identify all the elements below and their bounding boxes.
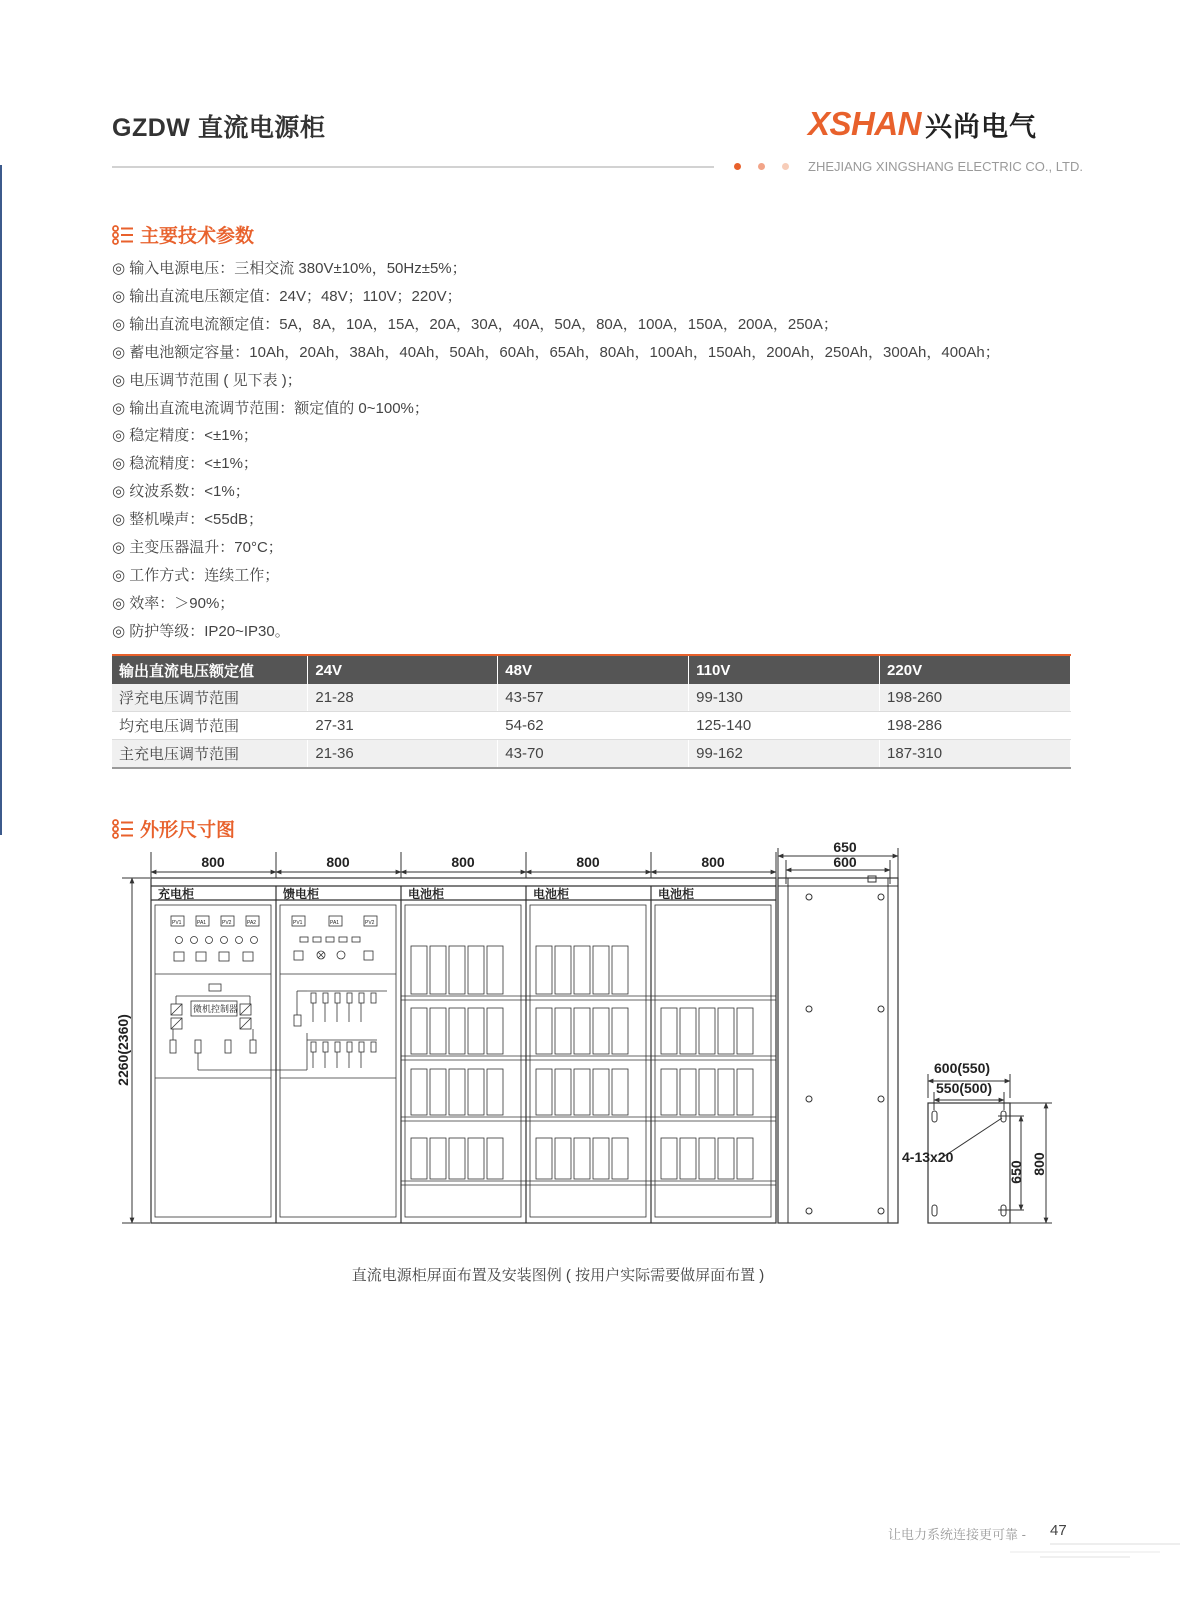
page-title: GZDW 直流电源柜 [112,114,326,142]
section-header-drawing [112,815,235,842]
meter-label: PV1 [293,920,303,926]
param-item: ◎ 输出直流电流调节范围：额定值的 0~100%； [112,399,429,417]
table-row [112,684,1071,712]
table-cell: 21-36 [308,740,498,768]
header-dot [782,163,789,170]
table-cell: 浮充电压调节范围 [112,684,308,712]
param-item: ◎ 效率：＞90%； [112,594,235,612]
side-view-labels [833,839,857,870]
battery-cabinet [401,905,526,1217]
section-header-params [112,221,254,248]
table-cell: 54-62 [498,712,689,740]
header-rule [112,166,714,168]
list-icon [112,225,134,245]
battery-cabinet [526,905,651,1217]
width-label: 800 [451,854,475,870]
drawing-caption: 直流电源柜屏面布置及安装图例 ( 按用户实际需要做屏面布置 ) [351,1267,765,1284]
width-label: 800 [576,854,600,870]
logo-brand: XSHAN [808,105,922,142]
width-label: 800 [326,854,350,870]
base-depth-outer-label: 800 [1031,1152,1047,1176]
table-header-cell: 24V [308,656,498,684]
cabinet-label: 电池柜 [533,887,570,901]
section-title: 外形尺寸图 [140,820,236,841]
depth-outer-label: 650 [833,839,857,855]
height-label: 2260(2360) [115,1014,131,1086]
base-inner-label: 550(500) [936,1080,993,1096]
cabinet-row [151,878,776,1223]
param-item: ◎ 输出直流电压额定值：24V；48V；110V；220V； [112,287,462,305]
table-cell: 主充电压调节范围 [112,740,308,768]
table-cell: 43-57 [498,684,689,712]
meter-label: PA2 [247,920,257,926]
header-dot [758,163,765,170]
table-cell: 99-162 [689,740,880,768]
cabinet-label: 电池柜 [658,887,695,901]
param-item: ◎ 输出直流电流额定值：5A，8A，10A，15A，20A，30A，40A，50A，80A，100A，150A，200A，250A； [112,315,838,333]
width-label: 800 [701,854,725,870]
table-header-cell: 110V [689,656,880,684]
charger-meter-labels [172,920,256,926]
meter-label: PV2 [365,920,375,926]
cabinet-labels [158,886,694,901]
cabinet-drawing [112,839,1072,1258]
footer-decoration [1010,1540,1180,1560]
base-outer-label: 600(550) [934,1060,991,1076]
footer-slogan: 让电力系统连接更可靠 - [888,1527,1026,1542]
meter-label: PV1 [172,920,182,926]
table-cell: 198-260 [880,684,1071,712]
table-bottom-rule [112,767,1071,769]
param-item: ◎ 稳定精度：<±1%； [112,427,258,445]
table-cell: 27-31 [308,712,498,740]
param-item: ◎ 整机噪声：<55dB； [112,511,264,529]
param-list [112,255,1000,646]
table-row [112,740,1071,768]
table-row [112,712,1071,740]
feeder-cabinet [280,905,396,1217]
param-item: ◎ 纹波系数：<1%； [112,483,250,501]
table-cell: 均充电压调节范围 [112,712,308,740]
cabinet-label: 充电柜 [158,887,195,901]
depth-inner-label: 600 [833,854,857,870]
width-label: 800 [201,854,225,870]
base-plan-labels [902,1060,1047,1184]
param-item: ◎ 工作方式：连续工作； [112,566,280,584]
page-edge-strip [0,165,2,835]
voltage-table [112,656,1071,768]
cabinet-label: 电池柜 [408,887,445,901]
list-icon [112,819,134,839]
logo-cn: 兴尚电气 [925,111,1038,142]
page-number: 47 [1050,1522,1067,1539]
company-name: ZHEJIANG XINGSHANG ELECTRIC CO., LTD. [808,159,1083,174]
table-cell: 187-310 [880,740,1071,768]
width-labels [201,854,725,870]
battery-cabinet [651,905,776,1217]
table-header-row [112,656,1071,684]
table-cell: 99-130 [689,684,880,712]
meter-label: PA1 [197,920,207,926]
param-item: ◎ 输入电源电压：三相交流 380V±10%，50Hz±5%； [112,260,467,277]
table-header-cell: 48V [498,656,689,684]
table-cell: 43-70 [498,740,689,768]
controller-label: 微机控制器 [193,1004,239,1014]
param-item: ◎ 电压调节范围 ( 见下表 )； [112,371,302,389]
base-depth-inner-label: 650 [1008,1160,1024,1184]
table-cell: 125-140 [689,712,880,740]
param-item: ◎ 蓄电池额定容量：10Ah，20Ah，38Ah，40Ah，50Ah，60Ah，65Ah，80Ah，100Ah，150Ah，200Ah，250Ah，300Ah，400Ah； [112,343,1000,361]
cabinet-label: 馈电柜 [283,887,320,901]
table-cell: 198-286 [880,712,1071,740]
base-holes-label: 4-13x20 [902,1149,954,1165]
param-item: ◎ 防护等级：IP20~IP30。 [112,622,290,640]
section-title: 主要技术参数 [140,226,255,247]
header-dot [734,163,741,170]
param-item: ◎ 稳流精度：<±1%； [112,455,258,473]
side-view [778,848,898,1223]
param-item: ◎ 主变压器温升：70°C； [112,539,283,557]
meter-label: PV2 [222,920,232,926]
company-logo [808,104,1037,144]
charger-cabinet [155,905,307,1217]
table-cell: 21-28 [308,684,498,712]
meter-label: PA1 [330,920,340,926]
table-header-cell: 220V [880,656,1071,684]
table-header-cell: 输出直流电压额定值 [112,656,308,684]
